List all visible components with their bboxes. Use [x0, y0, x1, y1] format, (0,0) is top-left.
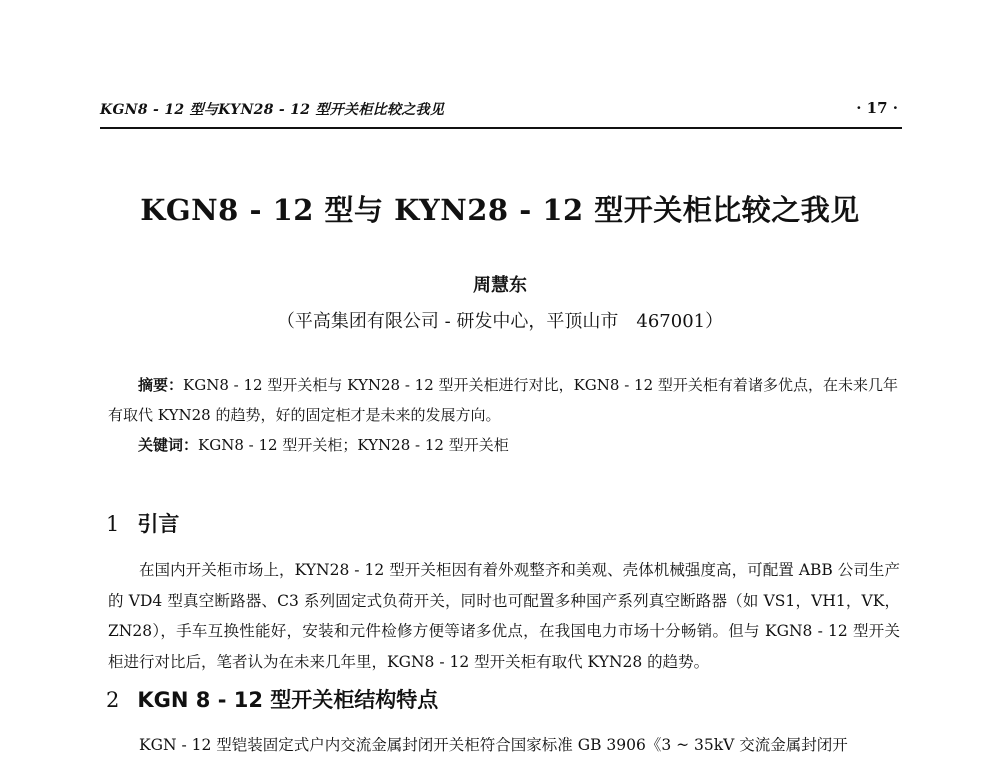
keywords-text: KGN8 - 12 型开关柜；KYN28 - 12 型开关柜: [198, 436, 509, 454]
section-title: KGN 8 - 12 型开关柜结构特点: [137, 688, 439, 712]
header-rule: [100, 127, 902, 129]
section-paragraph: 在国内开关柜市场上，KYN28 - 12 型开关柜因有着外观整齐和美观、壳体机械强度高，可配置 ABB 公司生产的 VD4 型真空断路器、C3 系列固定式负荷开关，同时也可配置多种国产系列真空断路器（如 VS1，VH1，VK，ZN28），手车互换性能好，安装和元件检修方便等诸多优点，在我国电力市场十分畅销。但与 KGN8 - 12 型开关柜进行对比后，笔者认为在未来几年里，KGN8 - 12 型开关柜有取代 KYN28 的趋势。: [108, 561, 900, 671]
section-title: 引言: [137, 512, 180, 536]
section-number: 2: [106, 688, 120, 712]
page-number: · 17 ·: [856, 99, 898, 117]
abstract-text: KGN8 - 12 型开关柜与 KYN28 - 12 型开关柜进行对比，KGN8 - 12 型开关柜有着诸多优点，在未来几年有取代 KYN28 的趋势，好的固定柜才是未来的发展方向。: [108, 376, 898, 424]
abstract: [108, 370, 898, 430]
author-name: 周慧东: [473, 275, 527, 296]
keywords: [108, 430, 898, 460]
keywords-label: 关键词：: [138, 436, 199, 454]
section-heading-introduction: [106, 508, 179, 538]
section-paragraph: KGN - 12 型铠装固定式户内交流金属封闭开关柜符合国家标准 GB 3906《3 ~ 35kV 交流金属封闭开: [139, 736, 848, 754]
section-number: 1: [106, 512, 120, 536]
section-heading-structure: [106, 684, 438, 714]
article-title: KGN8 - 12 型与 KYN28 - 12 型开关柜比较之我见: [140, 193, 860, 227]
abstract-label: 摘要：: [138, 376, 184, 394]
running-title: KGN8 - 12 型与KYN28 - 12 型开关柜比较之我见: [100, 102, 445, 118]
page-header: [100, 97, 902, 125]
author-affiliation: （平高集团有限公司 - 研发中心，平顶山市 467001）: [276, 311, 724, 332]
